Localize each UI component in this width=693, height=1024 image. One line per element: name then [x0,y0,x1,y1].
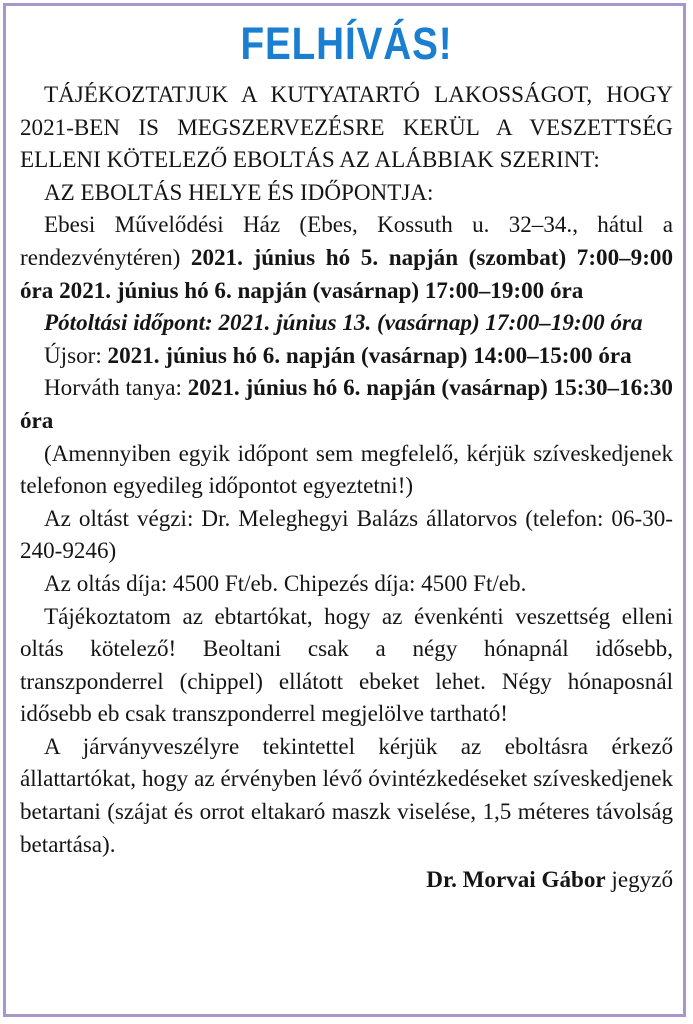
signature-name: Dr. Morvai Gábor [426,866,606,893]
fees-info: Az oltás díja: 4500 Ft/eb. Chipezés díja: 4500 Ft/eb. [44,569,527,596]
signature-role: jegyző [605,866,673,893]
obligation-info: Tájékoztatom az ebtartókat, hogy az évenkénti veszettség elleni oltás kötelező! Beoltani csak a négy hónapnál idősebb, transzponderrel (chippel) ellátott ebeket lehet. Négy hónaposnál idősebb eb csak transzponderrel megjelölve tartható! [20,602,673,727]
horvath-times: 2021. június hó 6. napján (vasárnap) 15:30–16:30 óra [20,374,673,433]
horvath-schedule [20,371,673,436]
place-heading: AZ EBOLTÁS HELYE ÉS IDŐPONTJA: [44,178,434,205]
intro-paragraph: TÁJÉKOZTATJUK A KUTYATARTÓ LAKOSSÁGOT, HOGY 2021-BEN IS MEGSZERVEZÉSRE KERÜL A VESZETTSÉG ELLENI KÖTELEZŐ EBOLTÁS AZ ALÁBBIAK SZERINT: [20,81,673,173]
epidemic-info: A járványveszélyre tekintettel kérjük az eboltásra érkező állattartókat, hogy az érvényben lévő óvintézkedéseket szíveskedjenek betartani (szájat és orrot eltakaró maszk viselése, 1,5 méteres távolság betartása). [20,732,673,857]
notice-title: FELHÍVÁS! [240,18,453,69]
ujsor-location: Újsor: [44,341,108,368]
ujsor-times: 2021. június hó 6. napján (vasárnap) 14:00–15:00 óra [107,341,632,368]
ebes-times: 2021. június hó 5. napján (szombat) 7:00–9:00 óra 2021. június hó 6. napján (vasárnap) 17:00–19:00 óra [20,243,673,303]
signature [20,863,673,896]
makeup-date: Pótoltási időpont: 2021. június 13. (vasárnap) 17:00–19:00 óra [44,309,643,336]
phone-note: (Amennyiben egyik időpont sem megfelelő, kérjük szíveskedjenek telefonon egyedileg időpontot egyeztetni!) [20,439,673,499]
horvath-location: Horváth tanya: [44,374,188,401]
notice-box [3,3,686,1017]
ebes-schedule [20,208,673,306]
ebes-location: Ebesi Művelődési Ház (Ebes, Kossuth u. 32–34., hátul a rendezvénytéren) [20,211,673,270]
vet-info: Az oltást végzi: Dr. Meleghegyi Balázs állatorvos (telefon: 06-30-240-9246) [20,504,673,564]
ujsor-schedule [20,339,673,372]
